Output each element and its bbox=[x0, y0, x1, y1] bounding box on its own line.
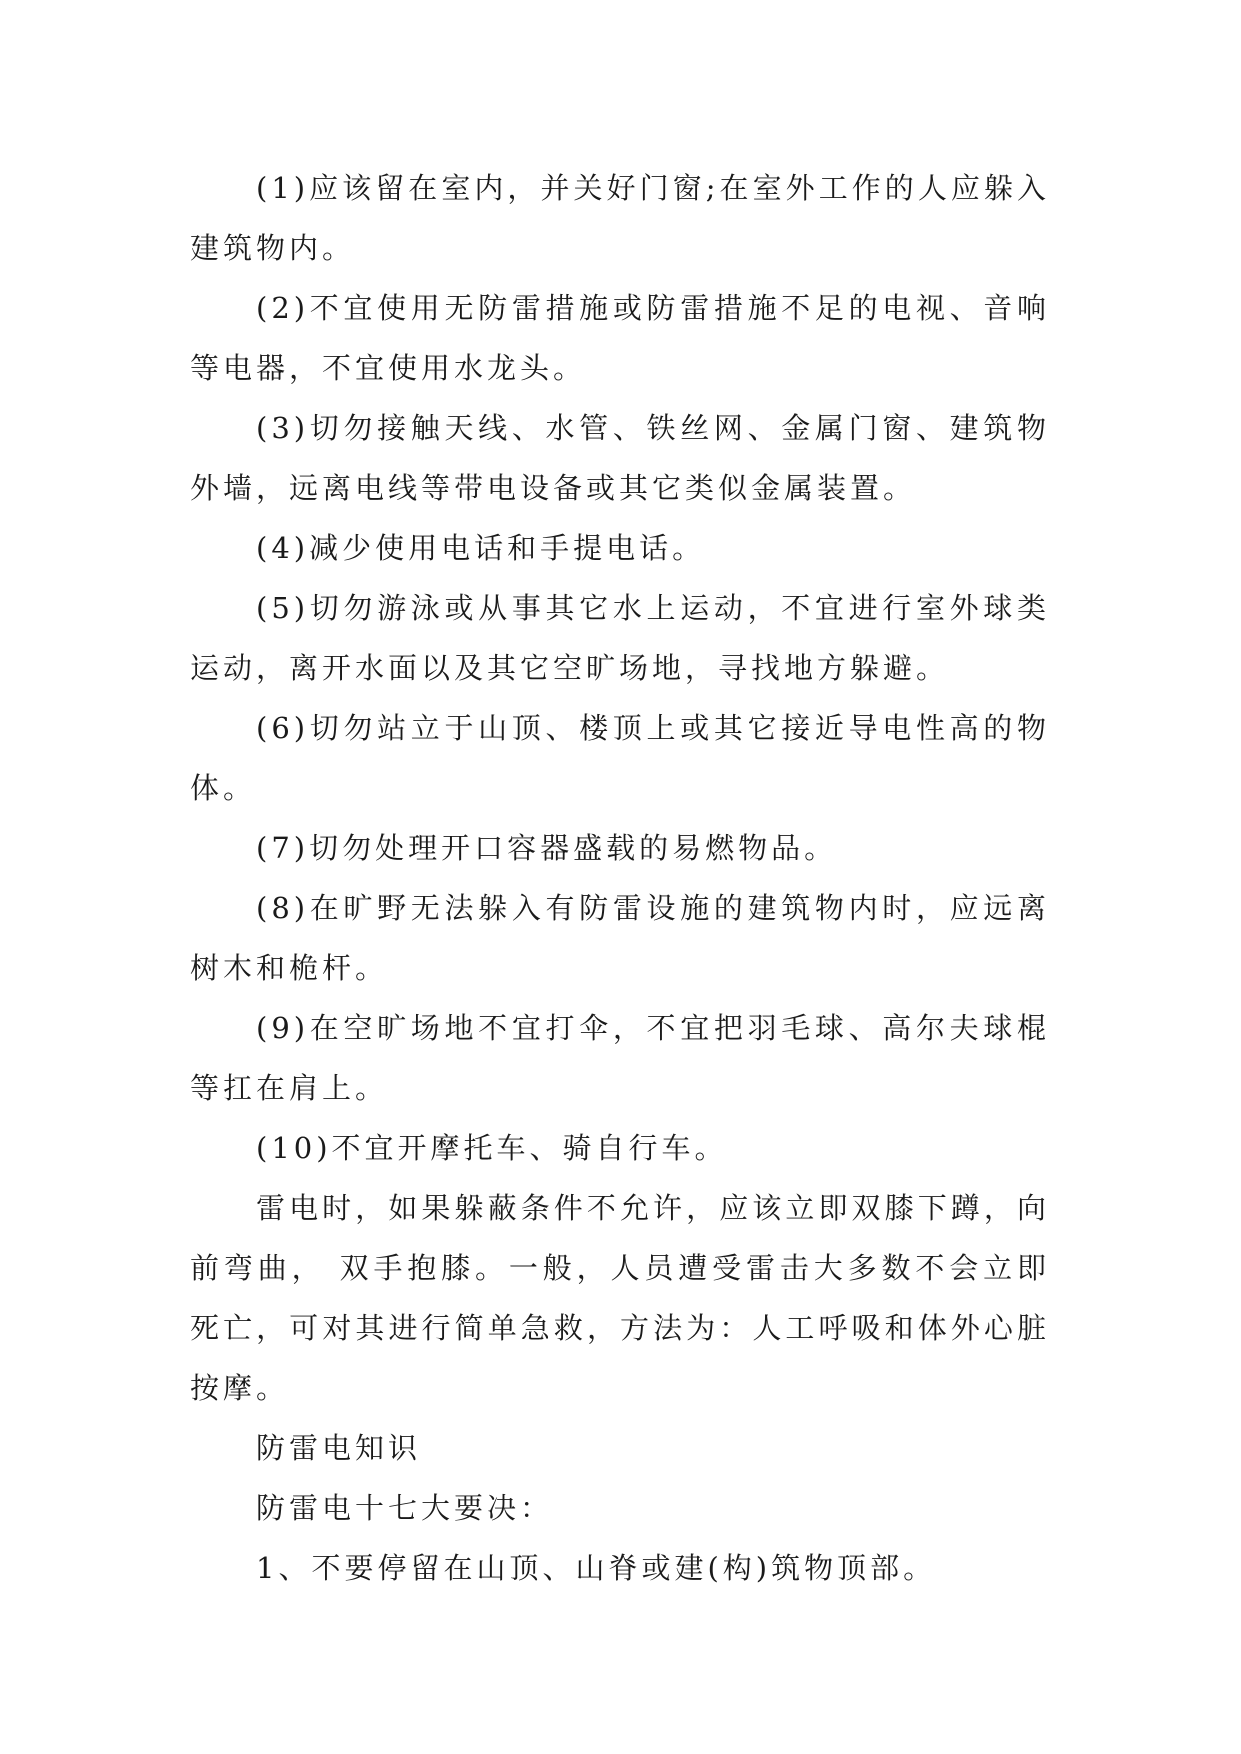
subsection-heading: 防雷电十七大要决： bbox=[256, 1491, 554, 1525]
section-heading: 防雷电知识 bbox=[256, 1431, 422, 1465]
paragraph-item-1: (1)应该留在室内，并关好门窗;在室外工作的人应躲入建筑物内。 bbox=[190, 171, 1050, 265]
document-body bbox=[190, 158, 1050, 1598]
paragraph-item-2: (2)不宜使用无防雷措施或防雷措施不足的电视、音响等电器，不宜使用水龙头。 bbox=[190, 291, 1050, 385]
paragraph-item-3: (3)切勿接触天线、水管、铁丝网、金属门窗、建筑物外墙，远离电线等带电设备或其它类似金属装置。 bbox=[190, 411, 1050, 505]
paragraph-item-8: (8)在旷野无法躲入有防雷设施的建筑物内时，应远离树木和桅杆。 bbox=[190, 891, 1050, 985]
paragraph-item-6: (6)切勿站立于山顶、楼顶上或其它接近导电性高的物体。 bbox=[190, 711, 1050, 805]
numbered-item-1: 1、不要停留在山顶、山脊或建(构)筑物顶部。 bbox=[256, 1551, 937, 1585]
paragraph-item-4: (4)减少使用电话和手提电话。 bbox=[256, 531, 706, 565]
paragraph-item-10: (10)不宜开摩托车、骑自行车。 bbox=[256, 1131, 728, 1165]
paragraph-item-7: (7)切勿处理开口容器盛载的易燃物品。 bbox=[256, 831, 838, 865]
paragraph-item-9: (9)在空旷场地不宜打伞，不宜把羽毛球、高尔夫球棍等扛在肩上。 bbox=[190, 1011, 1050, 1105]
paragraph-first-aid: 雷电时，如果躲蔽条件不允许，应该立即双膝下蹲，向前弯曲， 双手抱膝。一般，人员遭受雷击大多数不会立即死亡，可对其进行简单急救，方法为：人工呼吸和体外心脏按摩。 bbox=[190, 1191, 1050, 1405]
paragraph-item-5: (5)切勿游泳或从事其它水上运动，不宜进行室外球类运动，离开水面以及其它空旷场地，寻找地方躲避。 bbox=[190, 591, 1050, 685]
